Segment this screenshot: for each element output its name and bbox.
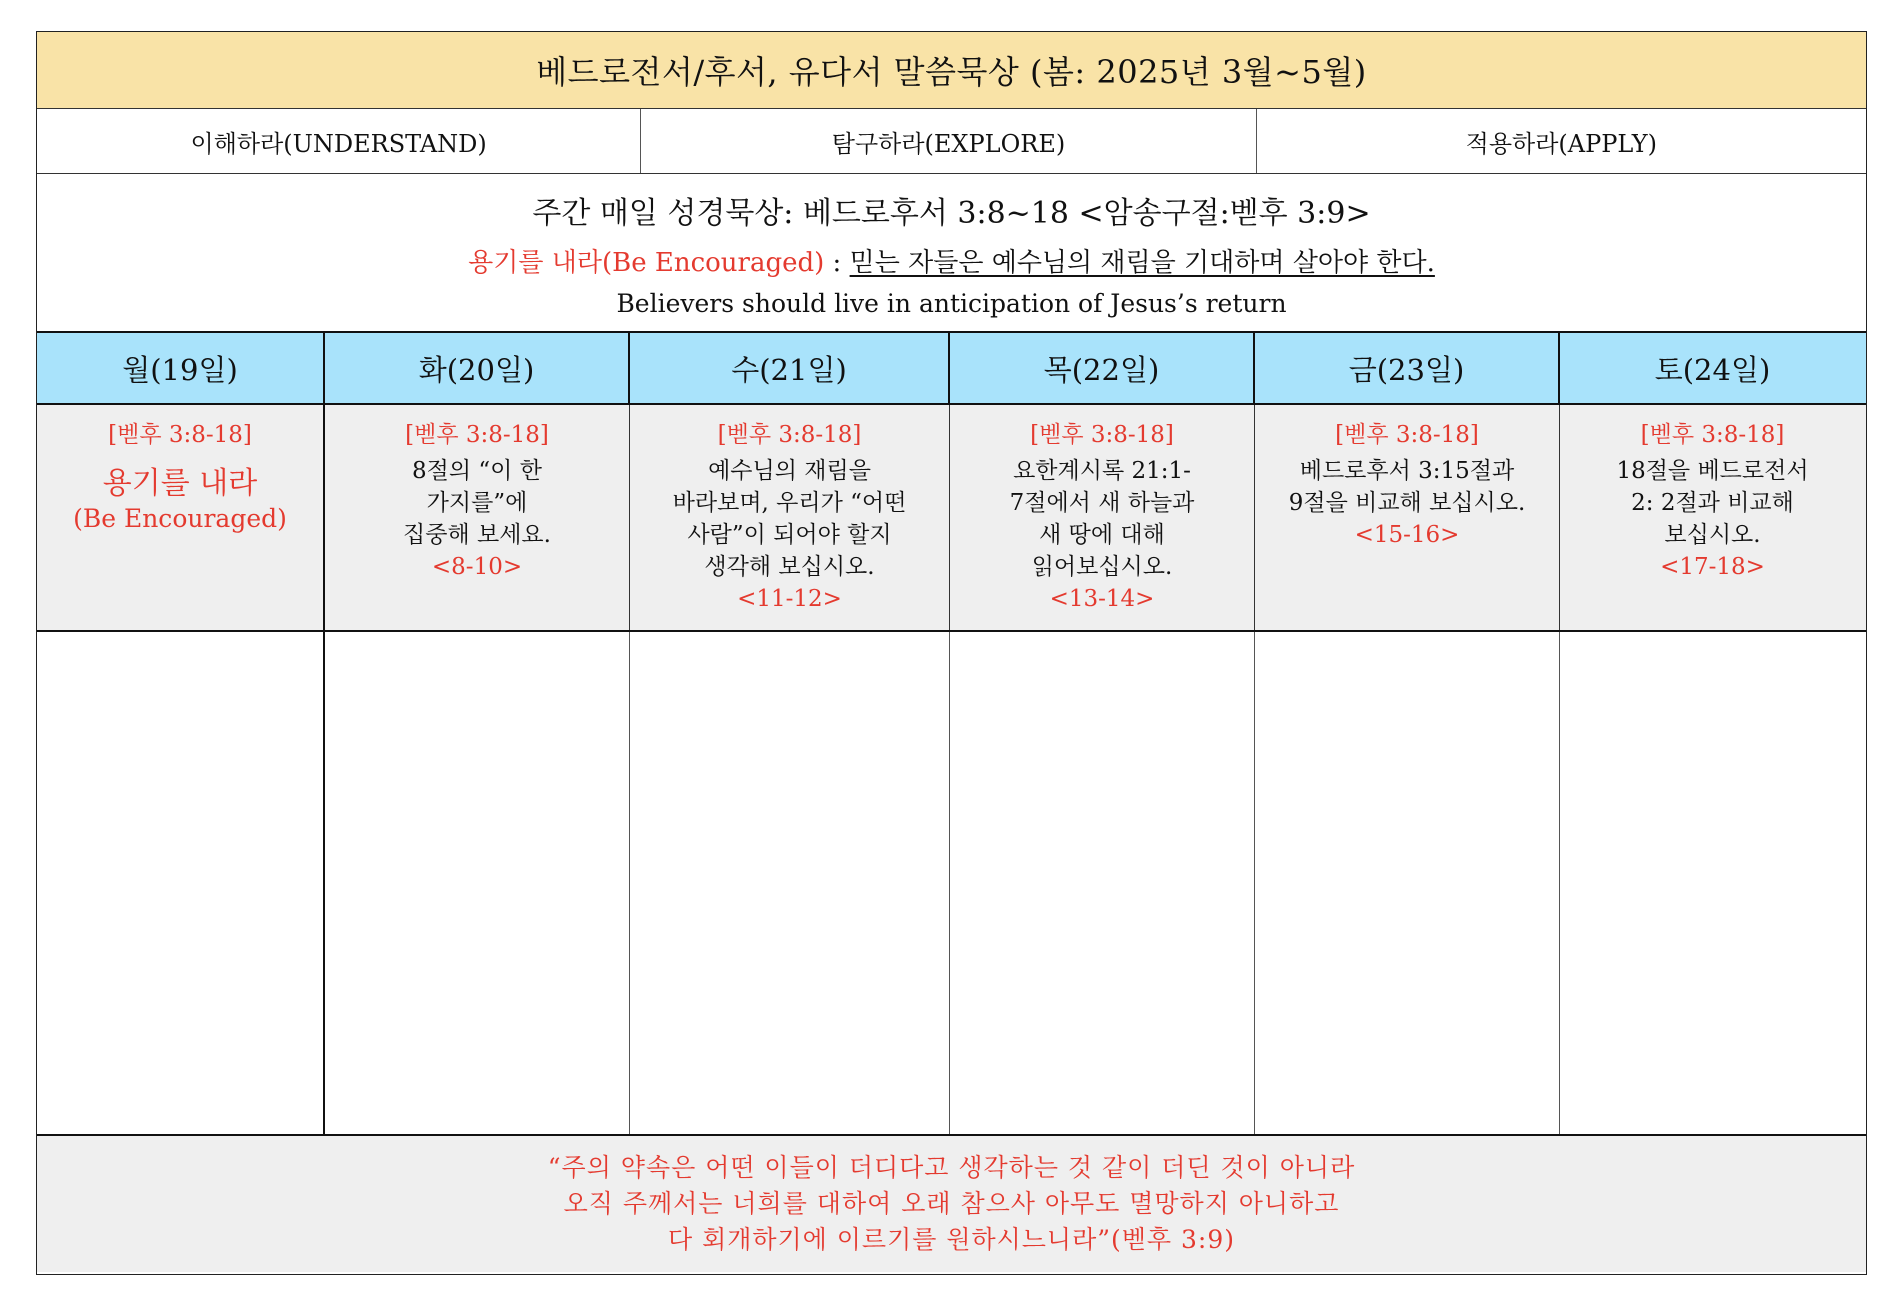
notes-cell-wed[interactable] [630, 632, 950, 1134]
phase-understand: 이해하라(UNDERSTAND) [37, 109, 641, 173]
notes-cell-mon[interactable] [37, 632, 325, 1134]
weekly-theme-title: 용기를 내라(Be Encouraged) [468, 247, 825, 278]
weekly-heading: 주간 매일 성경묵상: 베드로후서 3:8~18 <암송구절:벧후 3:9> [532, 195, 1371, 231]
memory-verse-line: 오직 주께서는 너희를 대하여 오래 참으사 아무도 멸망하지 아니하고 [563, 1189, 1340, 1218]
day-task-line: 새 땅에 대해 [1039, 522, 1165, 548]
day-theme-english: (Be Encouraged) [73, 504, 287, 533]
day-task-line: 7절에서 새 하늘과 [1009, 490, 1195, 516]
day-task-line: 가지를”에 [426, 490, 528, 516]
day-ref: [벧후 3:8-18] [405, 422, 549, 448]
day-header-row [37, 333, 1866, 405]
day-theme-title: 용기를 내라 [102, 466, 258, 501]
weekly-theme-text: 믿는 자들은 예수님의 재림을 기대하며 살아야 한다. [849, 247, 1435, 278]
phase-header [37, 109, 1866, 174]
day-ref: [벧후 3:8-18] [108, 422, 252, 448]
weekly-theme [37, 242, 1866, 279]
day-task-line: 사람”이 되어야 할지 [687, 522, 892, 548]
day-task-sat [1560, 405, 1865, 630]
day-task-line: 18절을 베드로전서 [1616, 458, 1809, 484]
phase-explore: 탐구하라(EXPLORE) [641, 109, 1256, 173]
day-task-tue [325, 405, 630, 630]
day-task-line: 베드로후서 3:15절과 [1299, 458, 1515, 484]
day-task-line: 보십시오. [1664, 522, 1761, 548]
day-verse-range: <8-10> [431, 554, 523, 580]
day-header-mon: 월(19일) [37, 333, 325, 403]
day-header-wed: 수(21일) [630, 333, 950, 403]
day-task-line: 예수님의 재림을 [708, 458, 871, 484]
day-task-wed [630, 405, 950, 630]
day-ref: [벧후 3:8-18] [1640, 422, 1785, 448]
day-task-fri [1255, 405, 1560, 630]
weekly-theme-separator: : [824, 247, 850, 278]
day-ref: [벧후 3:8-18] [1030, 422, 1174, 448]
day-task-line: 읽어보십시오. [1031, 554, 1173, 580]
day-verse-range: <11-12> [737, 586, 842, 612]
day-task-line: 9절을 비교해 보십시오. [1288, 490, 1526, 516]
memory-verse-line: 다 회개하기에 이르기를 원하시느니라”(벧후 3:9) [667, 1225, 1235, 1254]
day-task-line: 집중해 보세요. [403, 522, 551, 548]
weekly-summary [37, 174, 1866, 333]
day-ref: [벧후 3:8-18] [717, 422, 862, 448]
day-notes-row [37, 632, 1866, 1136]
day-task-line: 8절의 “이 한 [412, 458, 542, 484]
phase-apply: 적용하라(APPLY) [1465, 129, 1657, 158]
day-ref: [벧후 3:8-18] [1335, 422, 1479, 448]
notes-cell-fri[interactable] [1255, 632, 1560, 1134]
day-header-fri: 금(23일) [1255, 333, 1560, 403]
weekly-english: Believers should live in anticipation of Jesus’s return [616, 288, 1287, 318]
day-header-sat: 토(24일) [1654, 352, 1771, 387]
day-header-thu: 목(22일) [950, 333, 1255, 403]
day-task-mon [37, 405, 325, 630]
memory-verse [37, 1136, 1866, 1272]
notes-cell-thu[interactable] [950, 632, 1255, 1134]
notes-cell-sat[interactable] [1560, 632, 1865, 1134]
day-task-line: 2: 2절과 비교해 [1631, 490, 1794, 516]
day-task-line: 바라보며, 우리가 “어떤 [672, 490, 907, 516]
day-task-line: 생각해 보십시오. [704, 554, 875, 580]
sheet-title: 베드로전서/후서, 유다서 말씀묵상 (봄: 2025년 3월~5월) [37, 32, 1866, 109]
day-task-line: 요한계시록 21:1- [1013, 458, 1191, 484]
notes-cell-tue[interactable] [325, 632, 630, 1134]
day-verse-range: <15-16> [1354, 522, 1460, 548]
meditation-sheet [36, 31, 1867, 1275]
day-task-row [37, 405, 1866, 632]
memory-verse-line: “주의 약속은 어떤 이들이 더디다고 생각하는 것 같이 더딘 것이 아니라 [547, 1153, 1356, 1182]
day-verse-range: <13-14> [1049, 586, 1155, 612]
day-header-tue: 화(20일) [325, 333, 630, 403]
day-task-thu [950, 405, 1255, 630]
day-verse-range: <17-18> [1660, 554, 1765, 580]
